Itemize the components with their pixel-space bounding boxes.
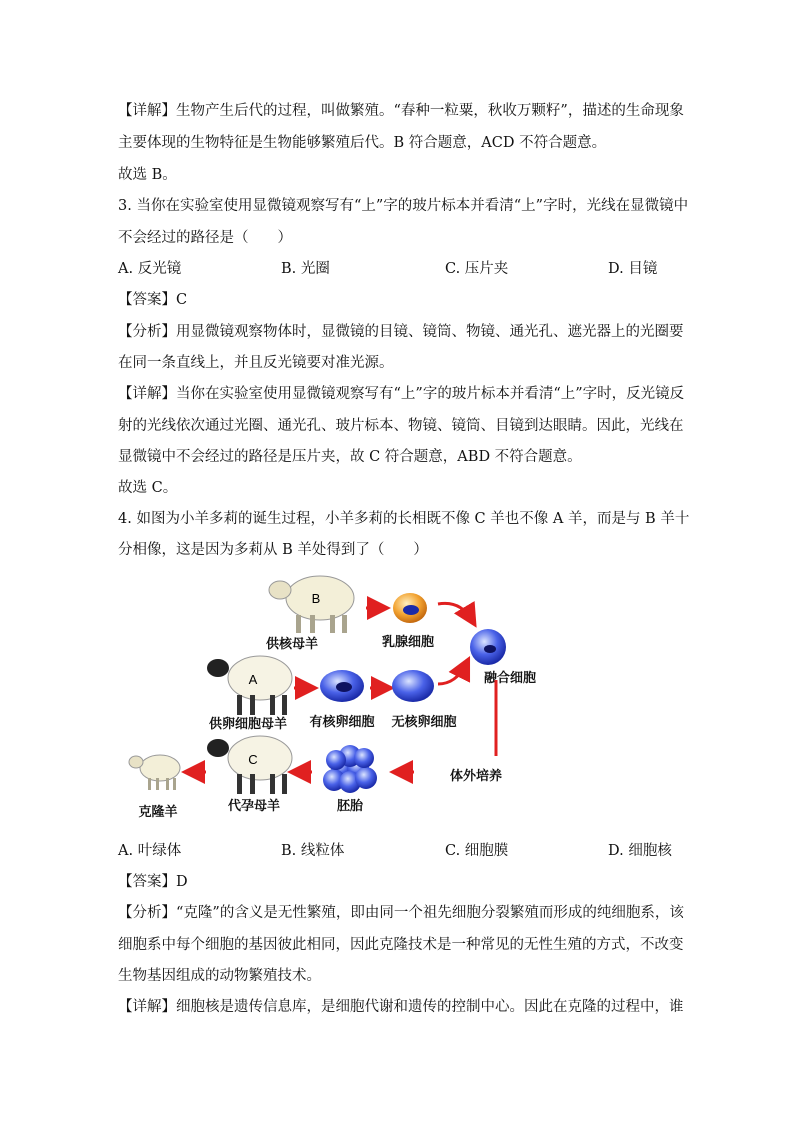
detail-line: 射的光线依次通过光圈、通光孔、玻片标本、物镜、镜筒、目镜到达眼睛。因此，光线在 [118, 418, 684, 434]
mammary-cell [393, 593, 427, 623]
sheep-a-letter: A [248, 672, 258, 687]
option-a: A. 叶绿体 [118, 843, 182, 859]
text-line: 【详解】生物产生后代的过程，叫做繁殖。“春种一粒粟，秋收万颗籽”，描述的生命现象 [118, 103, 684, 119]
label-culture: 体外培养 [449, 769, 503, 784]
option-d: D. 目镜 [608, 261, 658, 277]
clone-sheep [129, 755, 180, 790]
question-3-options [118, 259, 678, 279]
fused-cell [470, 629, 506, 665]
question-3-stem: 不会经过的路径是（ ） [118, 230, 292, 246]
text-line: 主要体现的生物特征是生物能够繁殖后代。B 符合题意，ACD 不符合题意。 [118, 135, 607, 151]
text-line: 故选 B。 [118, 167, 177, 183]
label-enucleated-egg: 无核卵细胞 [391, 715, 457, 730]
sheep-c-letter: C [248, 752, 258, 767]
label-donor-nucleus: 供核母羊 [265, 637, 319, 652]
enucleated-egg [392, 670, 434, 702]
analysis-line: 生物基因组成的动物繁殖技术。 [118, 968, 321, 984]
question-4-options [118, 841, 678, 861]
option-d: D. 细胞核 [608, 843, 672, 859]
option-c: C. 细胞膜 [445, 843, 509, 859]
label-nucleated-egg: 有核卵细胞 [309, 715, 375, 730]
answer-line: 【答案】D [118, 874, 188, 890]
sheep-a [207, 656, 292, 715]
nucleated-egg [320, 670, 364, 702]
label-surrogate: 代孕母羊 [227, 799, 281, 814]
analysis-line: 在同一条直线上，并且反光镜要对准光源。 [118, 355, 394, 371]
text-line: 故选 C。 [118, 480, 178, 496]
option-b: B. 线粒体 [281, 843, 345, 859]
question-3-stem: 3. 当你在实验室使用显微镜观察写有“上”字的玻片标本并看清“上”字时，光线在显微镜中 [118, 198, 689, 214]
analysis-line: 【分析】“克隆”的含义是无性繁殖，即由同一个祖先细胞分裂繁殖而形成的纯细胞系，该 [118, 905, 684, 921]
sheep-b-letter: B [311, 591, 321, 606]
detail-line: 【详解】当你在实验室使用显微镜观察写有“上”字的玻片标本并看清“上”字时，反光镜反 [118, 386, 685, 402]
answer-line: 【答案】C [118, 292, 188, 308]
cloning-diagram [120, 560, 560, 830]
label-embryo: 胚胎 [336, 799, 364, 814]
question-4-stem: 分相像，这是因为多莉从 B 羊处得到了（ ） [118, 542, 428, 558]
embryo [323, 745, 377, 793]
detail-line: 显微镜中不会经过的路径是压片夹，故 C 符合题意，ABD 不符合题意。 [118, 449, 582, 465]
option-a: A. 反光镜 [118, 261, 182, 277]
detail-line: 【详解】细胞核是遗传信息库，是细胞代谢和遗传的控制中心。因此在克隆的过程中，谁 [118, 999, 684, 1015]
label-fused-cell: 融合细胞 [483, 671, 537, 686]
analysis-line: 细胞系中每个细胞的基因彼此相同，因此克隆技术是一种常见的无性生殖的方式，不改变 [118, 937, 684, 953]
option-c: C. 压片夹 [445, 261, 509, 277]
sheep-c [207, 736, 292, 794]
label-donor-egg: 供卵细胞母羊 [208, 717, 288, 732]
question-4-stem: 4. 如图为小羊多莉的诞生过程，小羊多莉的长相既不像 C 羊也不像 A 羊，而是与 B 羊十 [118, 511, 690, 527]
sheep-b [269, 576, 354, 633]
option-b: B. 光圈 [281, 261, 330, 277]
label-mammary-cell: 乳腺细胞 [381, 635, 435, 650]
analysis-line: 【分析】用显微镜观察物体时，显微镜的目镜、镜筒、物镜、通光孔、遮光器上的光圈要 [118, 324, 684, 340]
label-clone: 克隆羊 [138, 805, 178, 820]
